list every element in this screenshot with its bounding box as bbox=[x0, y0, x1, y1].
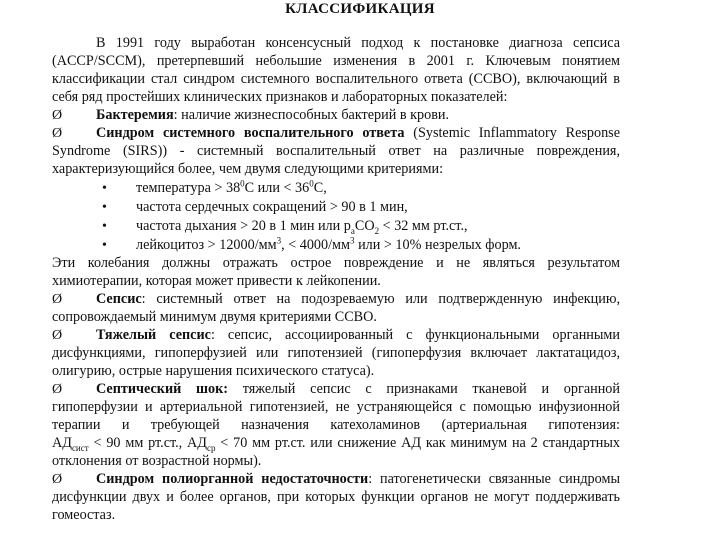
criterion-text: < 32 мм рт.ст., bbox=[379, 218, 468, 234]
mods-line: дисфункции двух и более органов, при которых функции органов не могут поддерживать bbox=[52, 489, 620, 505]
intro-line: (ACCP/SCCM), претерпевший небольшие изменения в 2001 г. Ключевым понятием bbox=[52, 53, 620, 69]
intro-line: себя ряд простейших клинических признаков и лабораторных показателей: bbox=[52, 89, 508, 105]
sirs-term: Синдром системного воспалительного ответа bbox=[96, 125, 405, 141]
criterion-text: или > 10% незрелых форм. bbox=[354, 237, 521, 253]
criterion-leukocytosis bbox=[136, 237, 521, 254]
bp-text: < 70 мм рт.ст. или снижение АД как минимум на 2 стандартных bbox=[215, 435, 620, 451]
severe-sepsis-term: Тяжелый сепсис bbox=[96, 327, 211, 343]
septic-shock-text: тяжелый сепсис с признаками тканевой и органной bbox=[228, 381, 620, 397]
septic-shock-item bbox=[96, 381, 620, 398]
septic-shock-bp-line bbox=[52, 435, 620, 452]
subscript: a bbox=[350, 225, 355, 236]
bacteremia-item bbox=[96, 107, 620, 124]
arrow-bullet-icon: Ø bbox=[52, 328, 63, 343]
severe-sepsis-line: олигурию, острые нарушения психического статуса). bbox=[52, 363, 375, 379]
arrow-bullet-icon: Ø bbox=[52, 126, 63, 141]
mods-item bbox=[96, 471, 620, 488]
note-line: Эти колебания должны отражать острое повреждение и не являться результатом bbox=[52, 255, 620, 271]
sirs-line: Syndrome (SIRS)) - системный воспалительный ответ на различные повреждения, bbox=[52, 143, 620, 159]
degree-mark: 0 bbox=[240, 178, 245, 189]
mods-term: Синдром полиорганной недостаточности bbox=[96, 471, 369, 487]
arrow-bullet-icon: Ø bbox=[52, 382, 63, 397]
sirs-text: (Systemic Inflammatory Response bbox=[404, 125, 620, 141]
arrow-bullet-icon: Ø bbox=[52, 472, 63, 487]
criterion-heart-rate: частота сердечных сокращений > 90 в 1 мин, bbox=[136, 199, 408, 215]
arrow-bullet-icon: Ø bbox=[52, 292, 63, 307]
criterion-text: , < 4000/мм bbox=[281, 237, 351, 253]
sepsis-term: Сепсис bbox=[96, 291, 142, 307]
intro-line: В 1991 году выработан консенсусный подход к постановке диагноза сепсиса bbox=[96, 35, 620, 51]
bp-text: АД bbox=[52, 435, 72, 451]
dot-bullet-icon: • bbox=[102, 200, 107, 215]
mods-text: : патогенетически связанные синдромы bbox=[368, 471, 620, 487]
superscript: 3 bbox=[350, 235, 355, 246]
degree-mark: 0 bbox=[309, 178, 314, 189]
page-title: КЛАССИФИКАЦИЯ bbox=[285, 1, 435, 17]
sepsis-line: сопровождаемый минимум двумя критериями ССВО. bbox=[52, 309, 377, 325]
septic-shock-line: отклонения от возрастной нормы). bbox=[52, 453, 262, 469]
criterion-temperature bbox=[136, 180, 327, 197]
criterion-text: CO bbox=[354, 218, 375, 234]
mods-line: гомеостаз. bbox=[52, 507, 116, 523]
dot-bullet-icon: • bbox=[102, 181, 107, 196]
criterion-text: частота дыхания > 20 в 1 мин или p bbox=[136, 218, 351, 234]
superscript: 3 bbox=[276, 235, 282, 246]
criterion-text: С, bbox=[313, 180, 327, 196]
dot-bullet-icon: • bbox=[102, 238, 107, 253]
criterion-text: С или < 36 bbox=[244, 180, 310, 196]
arrow-bullet-icon: Ø bbox=[52, 108, 63, 123]
septic-shock-line: гипоперфузии и артериальной гипотензией, не устраняющейся с помощью инфузионной bbox=[52, 399, 620, 415]
severe-sepsis-item bbox=[96, 327, 620, 344]
septic-shock-line: терапии и требующей назначения катехоламинов (артериальная гипотензия: bbox=[52, 417, 620, 433]
dot-bullet-icon: • bbox=[102, 219, 107, 234]
criterion-respiratory-rate bbox=[136, 218, 468, 235]
sepsis-item bbox=[96, 291, 620, 308]
bp-text: < 90 мм рт.ст., АД bbox=[88, 435, 207, 451]
septic-shock-term: Септический шок: bbox=[96, 381, 229, 397]
sirs-item bbox=[96, 125, 620, 142]
severe-sepsis-text: : сепсис, ассоциированный с функциональными органными bbox=[210, 327, 621, 343]
bacteremia-text: : наличие жизнеспособных бактерий в крови. bbox=[173, 107, 450, 123]
subscript: 2 bbox=[374, 225, 380, 236]
sirs-line: характеризующийся более, чем двумя следующими критериями: bbox=[52, 161, 444, 177]
criterion-text: температура > 38 bbox=[136, 180, 241, 196]
note-line: химиотерапии, которая может привести к лейкопении. bbox=[52, 273, 381, 289]
criterion-text: лейкоцитоз > 12000/мм bbox=[136, 237, 277, 253]
severe-sepsis-line: дисфункциями, гипоперфузией или гипотензией (гипоперфузия включает лактатацидоз, bbox=[52, 345, 620, 361]
subscript: ср bbox=[206, 442, 216, 453]
sepsis-text: : системный ответ на подозреваемую или подтвержденную инфекцию, bbox=[141, 291, 620, 307]
intro-line: классификации стал синдром системного воспалительного ответа (ССВО), включающий в bbox=[52, 71, 620, 87]
subscript: сист bbox=[71, 442, 89, 453]
bacteremia-term: Бактеремия bbox=[96, 107, 174, 123]
